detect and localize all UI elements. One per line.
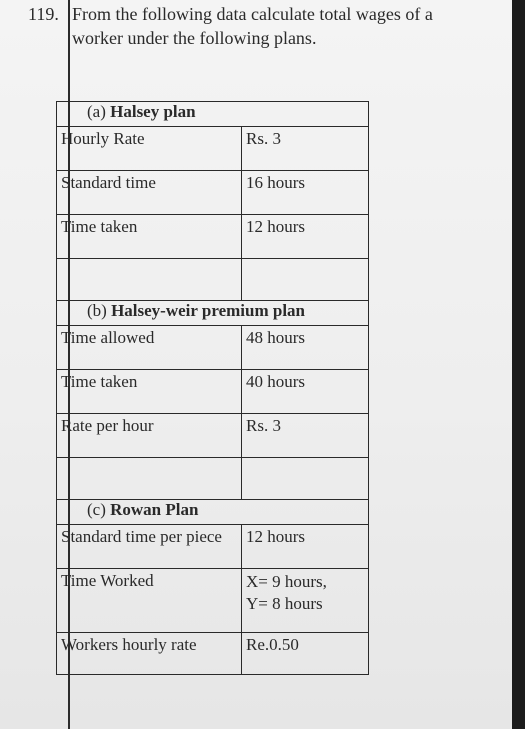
row-label: Rate per hour	[57, 414, 242, 458]
section-prefix: (c)	[87, 500, 106, 519]
section-halsey-weir-header	[57, 301, 369, 326]
row-label: Time allowed	[57, 326, 242, 370]
question-number: 119.	[28, 4, 59, 24]
section-title	[57, 500, 369, 525]
blank-row	[57, 458, 369, 500]
blank-cell	[57, 458, 242, 500]
blank-cell	[57, 259, 242, 301]
section-name: Rowan Plan	[110, 500, 199, 519]
section-name: Halsey-weir premium plan	[111, 301, 306, 320]
row-value: 12 hours	[242, 215, 369, 259]
section-name: Halsey plan	[110, 102, 196, 121]
row-value-line-2: Y= 8 hours	[246, 594, 323, 613]
table-row	[57, 326, 369, 370]
table-row	[57, 171, 369, 215]
table-row	[57, 633, 369, 675]
section-title	[57, 102, 369, 127]
section-title	[57, 301, 369, 326]
table-row	[57, 525, 369, 569]
table-row	[57, 127, 369, 171]
row-value	[242, 569, 369, 633]
row-label: Standard time per piece	[57, 525, 242, 569]
question-text	[72, 2, 492, 50]
table-row	[57, 370, 369, 414]
question-text-line-2: worker under the following plans.	[72, 28, 317, 48]
row-value-line-1: X= 9 hours,	[246, 572, 327, 591]
blank-row	[57, 259, 369, 301]
row-value: Rs. 3	[242, 127, 369, 171]
row-label: Hourly Rate	[57, 127, 242, 171]
section-prefix: (b)	[87, 301, 107, 320]
section-prefix: (a)	[87, 102, 106, 121]
row-value: Rs. 3	[242, 414, 369, 458]
blank-cell	[242, 458, 369, 500]
row-label: Time taken	[57, 370, 242, 414]
question-text-line-1: From the following data calculate total wages of a	[72, 4, 433, 24]
row-value: Re.0.50	[242, 633, 369, 675]
section-halsey-header	[57, 102, 369, 127]
table-row	[57, 414, 369, 458]
wages-data-table	[56, 101, 369, 675]
section-rowan-header	[57, 500, 369, 525]
blank-cell	[242, 259, 369, 301]
row-value: 40 hours	[242, 370, 369, 414]
row-value: 12 hours	[242, 525, 369, 569]
table-row	[57, 569, 369, 633]
row-label: Workers hourly rate	[57, 633, 242, 675]
row-label: Time Worked	[57, 569, 242, 633]
table-row	[57, 215, 369, 259]
row-label: Standard time	[57, 171, 242, 215]
row-value: 48 hours	[242, 326, 369, 370]
row-label: Time taken	[57, 215, 242, 259]
row-value: 16 hours	[242, 171, 369, 215]
